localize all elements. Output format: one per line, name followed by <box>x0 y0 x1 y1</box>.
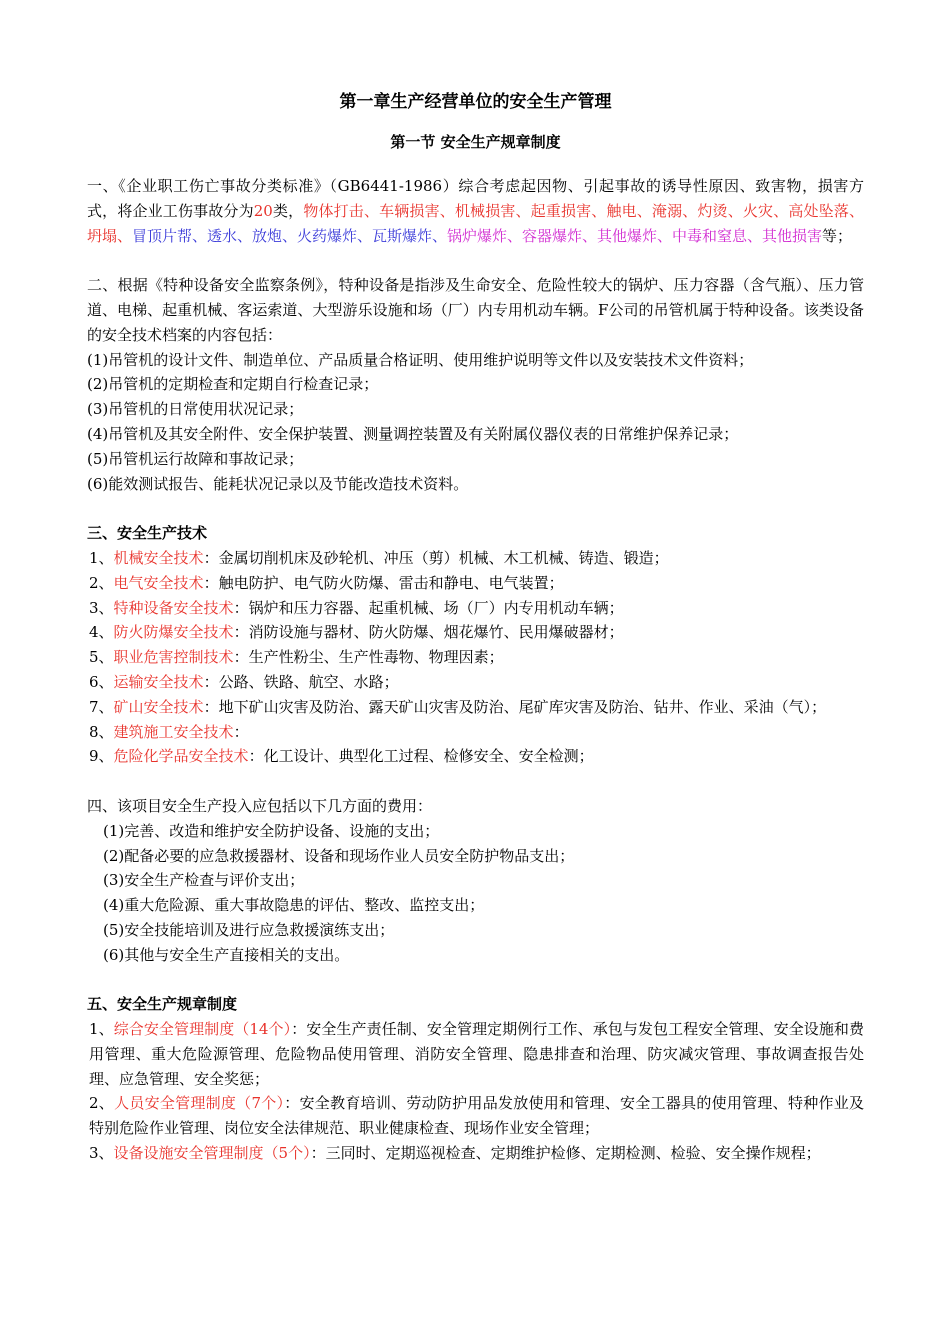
list-item <box>87 546 864 571</box>
list-item <box>87 1141 864 1166</box>
list-item <box>87 744 864 769</box>
item-text: ：金属切削机床及砂轮机、冲压（剪）机械、木工机械、铸造、锻造； <box>203 548 669 567</box>
item-term: 运输安全技术 <box>113 672 204 691</box>
item-number: 3、 <box>89 1144 114 1163</box>
sec1-suffix: 等； <box>822 226 853 245</box>
item-text: ：安全教育培训、劳动防护用品发放使用和管理、安全工器具的使用管理、特种作业及特别危险作业管理、岗位安全法律规范、职业健康检查、现场作业安全管理； <box>89 1094 865 1138</box>
item-text: ：消防设施与器材、防火防爆、烟花爆竹、民用爆破器材； <box>233 623 624 642</box>
list-item: (4)吊管机及其安全附件、安全保护装置、测量调控装置及有关附属仪器仪表的日常维护保养记录； <box>87 424 739 443</box>
item-term: 综合安全管理制度（14个） <box>113 1020 292 1039</box>
sec1-red-list: 物体打击、车辆损害、机械损害、起重损害、触电、淹溺、灼烫、火灾、高处坠落、坍塌、 <box>87 201 864 245</box>
item-term: 职业危害控制技术 <box>113 648 234 667</box>
section-subtitle: 第一节 安全生产规章制度 <box>390 133 561 151</box>
section-heading-rules: 五、安全生产规章制度 <box>87 995 238 1014</box>
list-item <box>87 645 864 670</box>
item-number: 8、 <box>89 722 114 741</box>
item-text: ：地下矿山灾害及防治、露天矿山灾害及防治、尾矿库灾害及防治、钻井、作业、采油（气）； <box>203 697 827 716</box>
item-text: ：三同时、定期巡视检查、定期维护检修、定期检测、检验、安全操作规程； <box>310 1144 821 1163</box>
spacer <box>87 496 864 521</box>
item-term: 危险化学品安全技术 <box>113 747 249 766</box>
item-number: 2、 <box>89 573 114 592</box>
item-number: 9、 <box>89 747 114 766</box>
list-item: (5)安全技能培训及进行应急救援演练支出； <box>103 920 395 939</box>
item-term: 矿山安全技术 <box>113 697 204 716</box>
list-item <box>87 1091 864 1141</box>
list-item: (3)安全生产检查与评价支出； <box>103 871 305 890</box>
list-item <box>87 695 864 720</box>
list-item <box>87 596 864 621</box>
item-text: ：生产性粉尘、生产性毒物、物理因素； <box>233 648 504 667</box>
item-term: 特种设备安全技术 <box>113 598 234 617</box>
item-text: ：安全生产责任制、安全管理定期例行工作、承包与发包工程安全管理、安全设施和费用管理、重大危险源管理、危险物品使用管理、消防安全管理、隐患排查和治理、防灾减灾管理、事故调查报告处理、应急管理、安全奖惩； <box>89 1020 864 1088</box>
list-item <box>87 1017 864 1091</box>
list-item: (1)吊管机的设计文件、制造单位、产品质量合格证明、使用维护说明等文件以及安装技术文件资料； <box>87 350 754 369</box>
item-number: 4、 <box>89 623 114 642</box>
item-text: ：公路、铁路、航空、水路； <box>203 672 399 691</box>
special-equipment-paragraph: 二、根据《特种设备安全监察条例》，特种设备是指涉及生命安全、危险性较大的锅炉、压力容器（含气瓶）、压力管道、电梯、起重机械、客运索道、大型游乐设施和场（厂）内专用机动车辆。F公司的吊管机属于特种设备。该类设备的安全技术档案的内容包括： <box>87 276 864 344</box>
item-number: 7、 <box>89 697 114 716</box>
list-item: (4)重大危险源、重大事故隐患的评估、整改、监控支出； <box>103 896 485 915</box>
item-text: ：触电防护、电气防火防爆、雷击和静电、电气装置； <box>203 573 564 592</box>
sec1-blue-list: 冒顶片帮、透水、放炮、火药爆炸、瓦斯爆炸、 <box>132 226 448 245</box>
list-item: (2)吊管机的定期检查和定期自行检查记录； <box>87 375 379 394</box>
item-number: 5、 <box>89 648 114 667</box>
item-number: 2、 <box>89 1094 115 1113</box>
item-term: 设备设施安全管理制度（5个） <box>113 1144 311 1163</box>
item-number: 3、 <box>89 598 114 617</box>
item-term: 机械安全技术 <box>113 548 204 567</box>
spacer <box>87 968 864 993</box>
list-item: (5)吊管机运行故障和事故记录； <box>87 449 304 468</box>
chapter-title: 第一章生产经营单位的安全生产管理 <box>339 92 612 112</box>
sec1-magenta-list: 锅炉爆炸、容器爆炸、其他爆炸、中毒和窒息、其他损害 <box>447 226 823 245</box>
item-text: ：化工设计、典型化工过程、检修安全、安全检测； <box>248 747 594 766</box>
safety-investment-intro: 四、该项目安全生产投入应包括以下几方面的费用： <box>87 796 433 815</box>
item-term: 人员安全管理制度（7个） <box>114 1094 285 1113</box>
list-item: (6)其他与安全生产直接相关的支出。 <box>103 945 350 964</box>
spacer <box>87 769 864 794</box>
list-item <box>87 620 864 645</box>
sec1-mid: 类， <box>272 201 304 220</box>
spacer <box>87 248 864 273</box>
section-heading-safety-tech: 三、安全生产技术 <box>87 524 208 543</box>
accident-classification-paragraph <box>87 174 864 248</box>
list-item <box>87 670 864 695</box>
item-number: 1、 <box>89 1020 114 1039</box>
item-text: ： <box>233 722 249 741</box>
list-item: (1)完善、改造和维护安全防护设备、设施的支出； <box>103 821 440 840</box>
list-item <box>87 571 864 596</box>
item-term: 建筑施工安全技术 <box>113 722 234 741</box>
item-number: 1、 <box>89 548 114 567</box>
item-text: ：锅炉和压力容器、起重机械、场（厂）内专用机动车辆； <box>233 598 624 617</box>
list-item <box>87 720 864 745</box>
item-term: 防火防爆安全技术 <box>113 623 234 642</box>
list-item: (3)吊管机的日常使用状况记录； <box>87 400 304 419</box>
item-term: 电气安全技术 <box>113 573 204 592</box>
sec1-prefix: 一、《企业职工伤亡事故分类标准》（GB6441-1986）综合考虑起因物、引起事故的诱导性原因、致害物，损害方式，将企业工伤事故分为 <box>87 177 864 220</box>
list-item: (6)能效测试报告、能耗状况记录以及节能改造技术资料。 <box>87 474 469 493</box>
sec1-count: 20 <box>253 201 273 220</box>
item-number: 6、 <box>89 672 114 691</box>
list-item: (2)配备必要的应急救援器材、设备和现场作业人员安全防护物品支出； <box>103 846 575 865</box>
